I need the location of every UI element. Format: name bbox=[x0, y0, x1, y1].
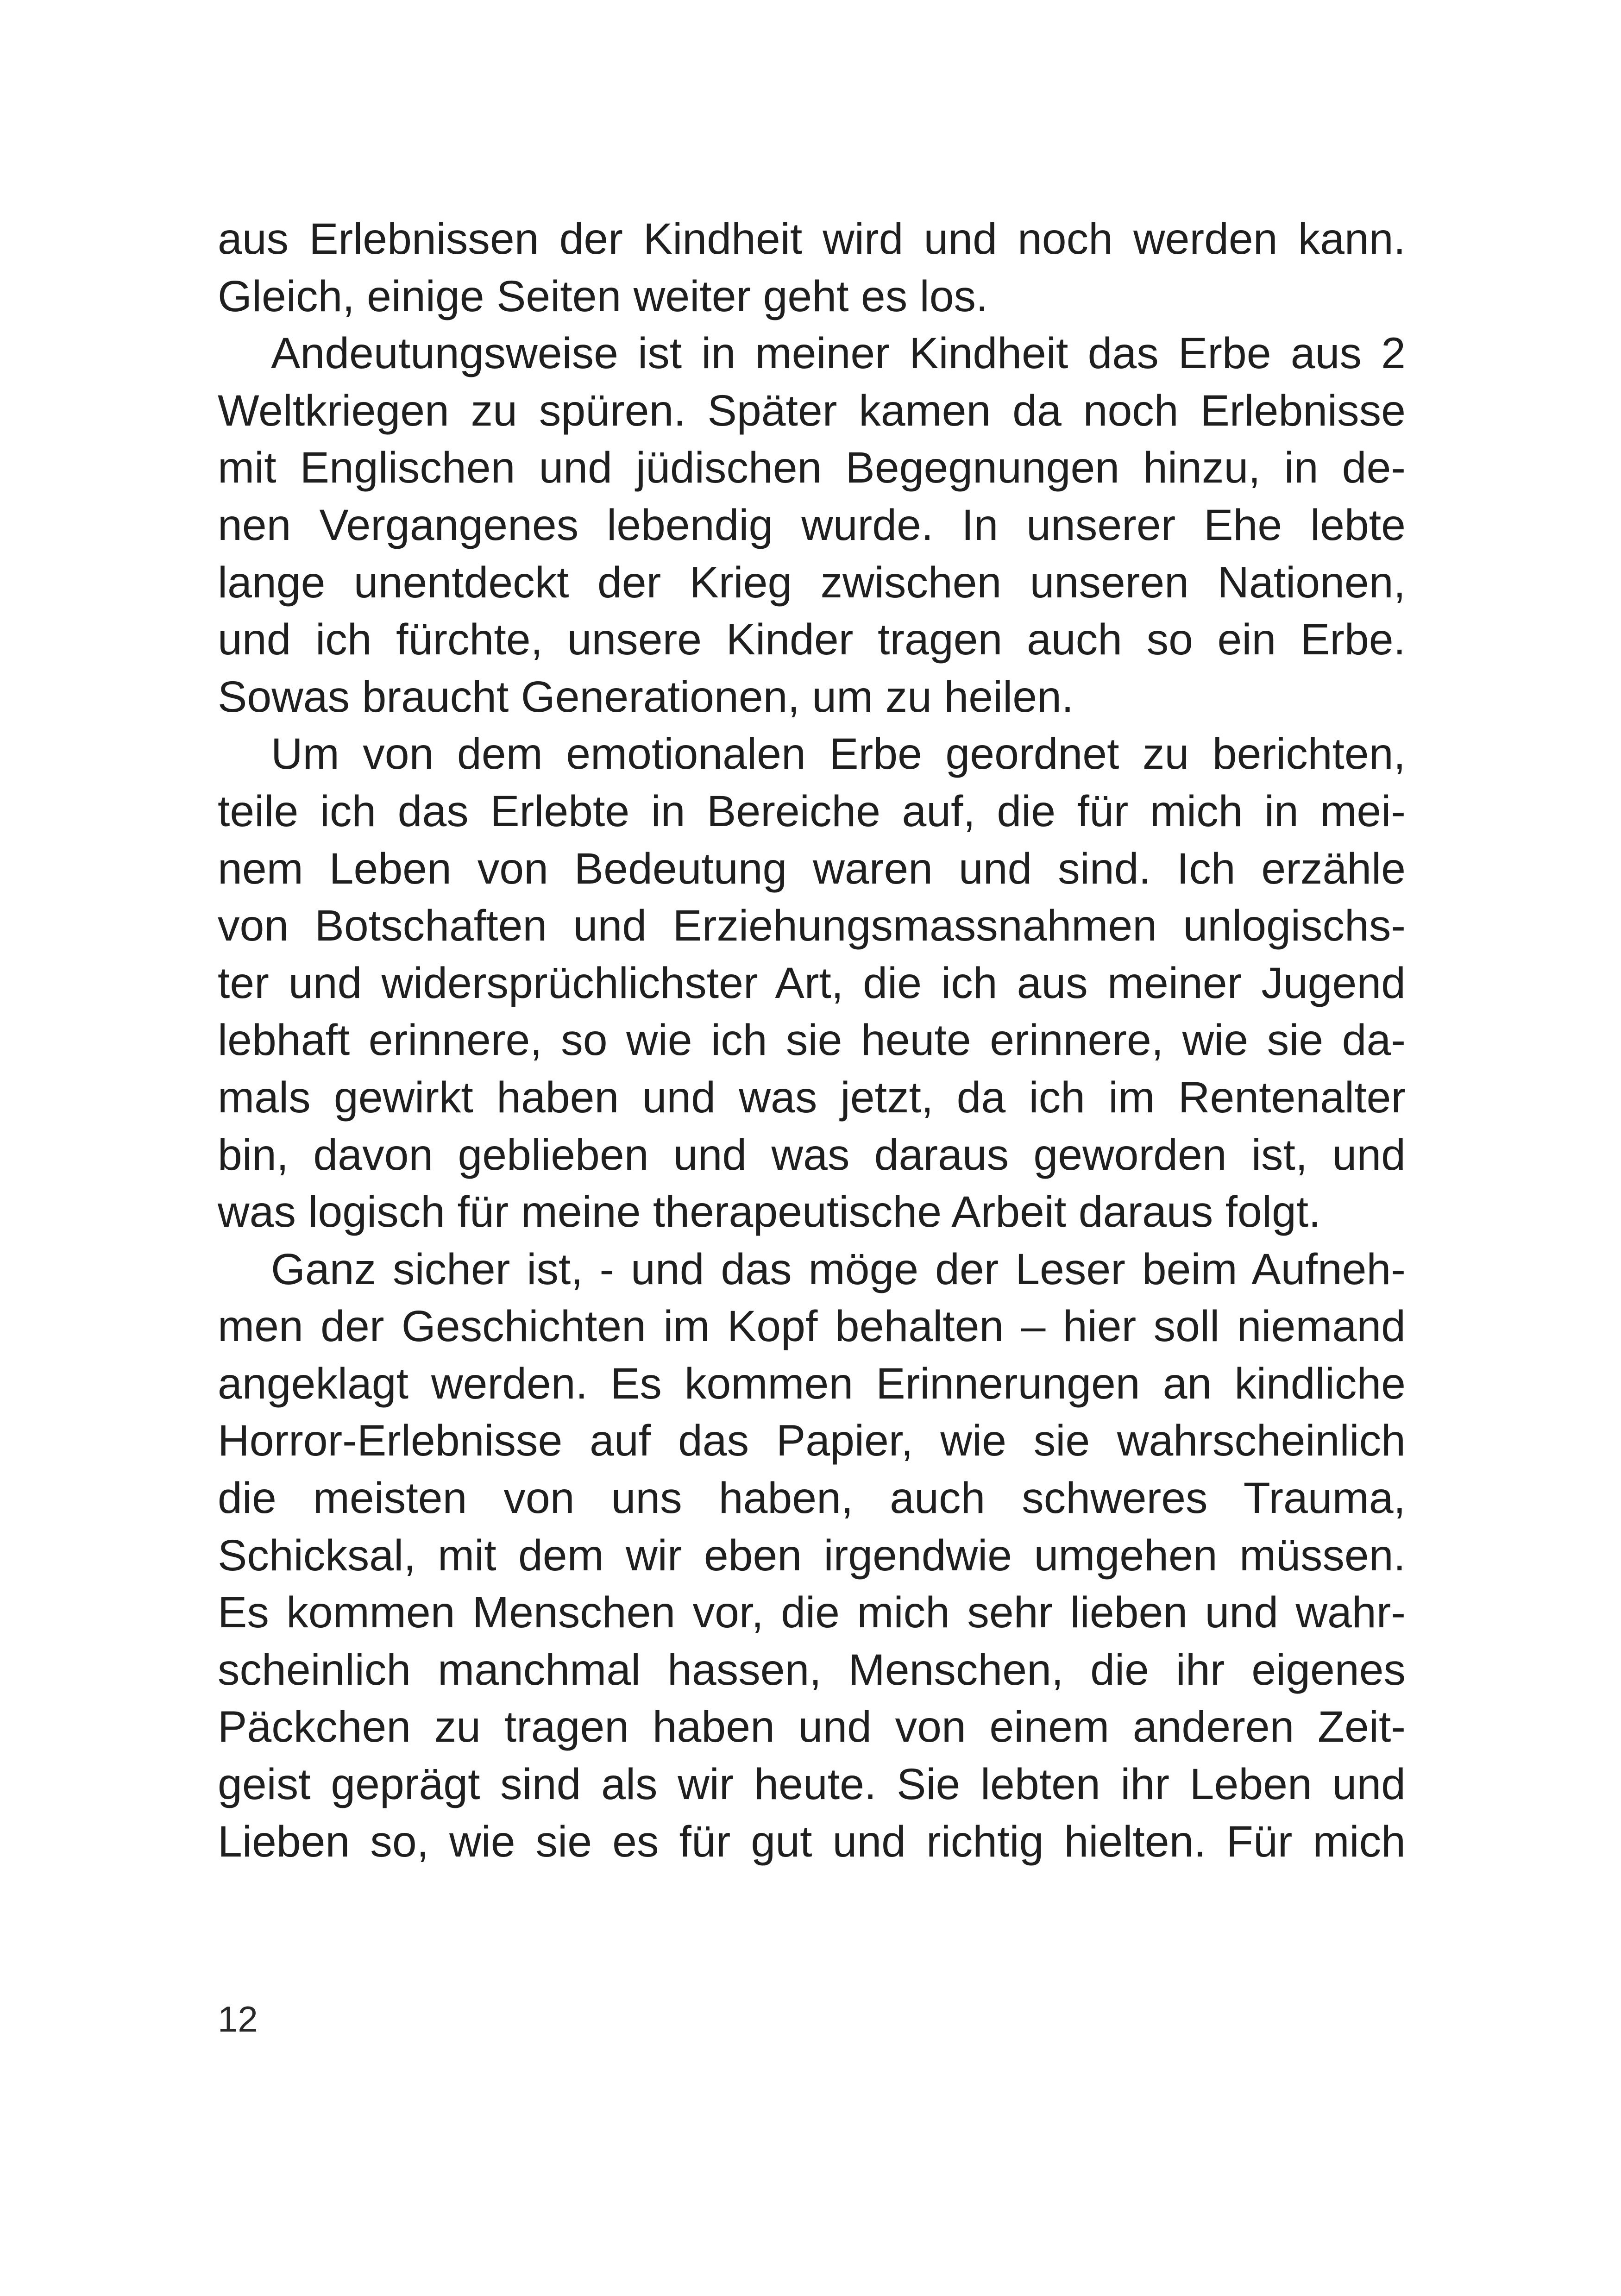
text-line: Sowas braucht Generationen, um zu heilen. bbox=[218, 672, 1074, 721]
text-line: Ganz sicher ist, - und das möge der Leser beim Aufneh- bbox=[271, 1244, 1406, 1294]
text-line: und ich fürchte, unsere Kinder tragen auch so ein Erbe. bbox=[218, 615, 1406, 665]
text-line: angeklagt werden. Es kommen Erinnerungen an kindliche bbox=[218, 1359, 1406, 1408]
text-line: die meisten von uns haben, auch schweres Trauma, bbox=[218, 1474, 1406, 1523]
text-line: aus Erlebnissen der Kindheit wird und noch werden kann. bbox=[218, 214, 1406, 263]
text-line: men der Geschichten im Kopf behalten – hier soll niemand bbox=[218, 1302, 1406, 1351]
text-line: lebhaft erinnere, so wie ich sie heute erinnere, wie sie da- bbox=[218, 1016, 1406, 1065]
text-line: Lieben so, wie sie es für gut und richtig hielten. Für mich bbox=[218, 1817, 1406, 1866]
body-text bbox=[218, 211, 1406, 1870]
text-line: von Botschaften und Erziehungsmassnahmen unlogischs- bbox=[218, 901, 1406, 951]
text-line: nen Vergangenes lebendig wurde. In unserer Ehe lebte bbox=[218, 500, 1406, 550]
text-line: mit Englischen und jüdischen Begegnungen hinzu, in de- bbox=[218, 443, 1406, 493]
text-line: Andeutungsweise ist in meiner Kindheit das Erbe aus 2 bbox=[271, 329, 1406, 378]
text-line: bin, davon geblieben und was daraus geworden ist, und bbox=[218, 1130, 1406, 1179]
text-line: Gleich, einige Seiten weiter geht es los. bbox=[218, 271, 988, 321]
text-line: Es kommen Menschen vor, die mich sehr lieben und wahr- bbox=[218, 1588, 1406, 1637]
text-line: scheinlich manchmal hassen, Menschen, die ihr eigenes bbox=[218, 1645, 1406, 1694]
text-line: teile ich das Erlebte in Bereiche auf, die für mich in mei- bbox=[218, 786, 1406, 836]
page-number: 12 bbox=[218, 1999, 258, 2039]
text-line: lange unentdeckt der Krieg zwischen unseren Nationen, bbox=[218, 558, 1406, 607]
text-line: mals gewirkt haben und was jetzt, da ich im Rentenalter bbox=[218, 1073, 1406, 1122]
text-line: ter und widersprüchlichster Art, die ich aus meiner Jugend bbox=[218, 958, 1406, 1008]
text-line: Päckchen zu tragen haben und von einem anderen Zeit- bbox=[218, 1702, 1406, 1752]
text-line: Schicksal, mit dem wir eben irgendwie umgehen müssen. bbox=[218, 1531, 1406, 1580]
text-line: Weltkriegen zu spüren. Später kamen da noch Erlebnisse bbox=[218, 386, 1406, 435]
text-line: geist geprägt sind als wir heute. Sie lebten ihr Leben und bbox=[218, 1760, 1406, 1809]
text-line: was logisch für meine therapeutische Arbeit daraus folgt. bbox=[218, 1187, 1321, 1237]
text-line: Horror-Erlebnisse auf das Papier, wie sie wahrscheinlich bbox=[218, 1416, 1406, 1466]
text-line: nem Leben von Bedeutung waren und sind. Ich erzähle bbox=[218, 844, 1406, 893]
text-line: Um von dem emotionalen Erbe geordnet zu berichten, bbox=[271, 729, 1406, 779]
